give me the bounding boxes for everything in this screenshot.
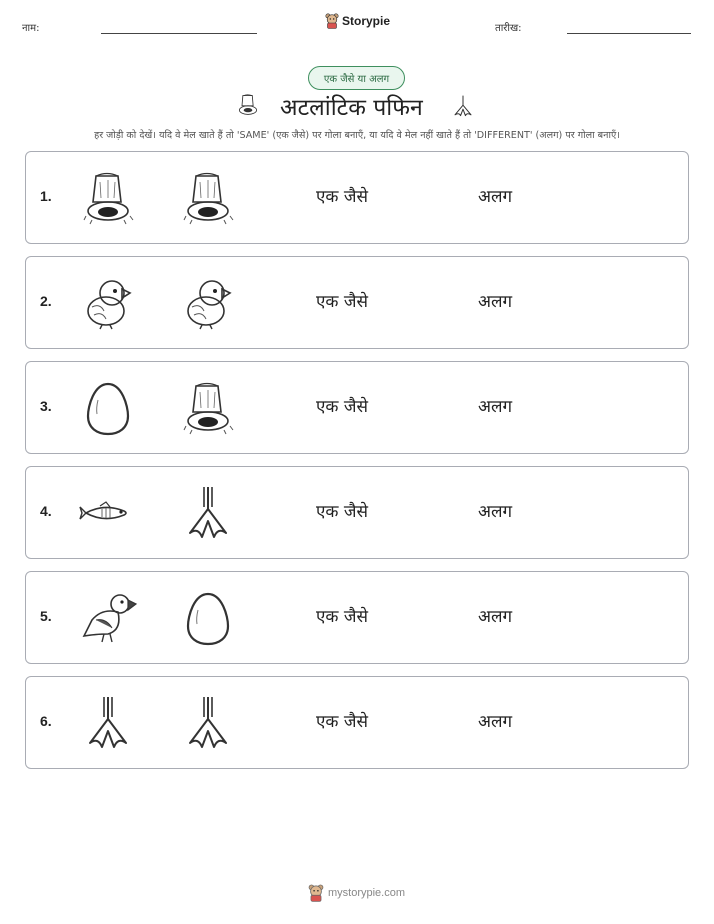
row-number: 5. — [40, 608, 52, 624]
same-option[interactable]: एक जैसे — [316, 187, 368, 207]
mascot-icon — [325, 13, 339, 29]
same-option[interactable]: एक जैसे — [316, 712, 368, 732]
different-option[interactable]: अलग — [478, 397, 513, 417]
date-label: तारीख: — [495, 23, 522, 34]
fish-icon — [78, 485, 138, 541]
webbed-foot-icon — [178, 695, 238, 751]
egg-icon — [78, 380, 138, 436]
puffin-chick-icon — [178, 275, 238, 331]
same-option[interactable]: एक जैसे — [316, 292, 368, 312]
row-1 — [25, 151, 689, 244]
row-4 — [25, 466, 689, 559]
puffin-chick-icon — [78, 275, 138, 331]
row-number: 2. — [40, 293, 52, 309]
topic-badge: एक जैसे या अलग — [308, 66, 405, 90]
instructions: हर जोड़ी को देखें। यदि वे मेल खाते हैं तो 'SAME' (एक जैसे) पर गोला बनाएँ, या यदि वे मेल नहीं खाते हैं तो 'DIFFERENT' (अलग) पर गोला बनाएँ। — [94, 130, 620, 141]
webbed-foot-icon — [78, 695, 138, 751]
webbed-foot-icon — [451, 92, 475, 120]
row-6 — [25, 676, 689, 769]
brand-logo — [325, 13, 390, 29]
different-option[interactable]: अलग — [478, 607, 513, 627]
burrow-icon — [178, 170, 238, 226]
row-number: 4. — [40, 503, 52, 519]
footer — [308, 884, 405, 902]
brand-name: Storypie — [342, 14, 391, 28]
different-option[interactable]: अलग — [478, 712, 513, 732]
mascot-icon — [308, 884, 324, 902]
footer-site: mystorypie.com — [328, 887, 406, 899]
row-5 — [25, 571, 689, 664]
different-option[interactable]: अलग — [478, 187, 513, 207]
row-3 — [25, 361, 689, 454]
row-2 — [25, 256, 689, 349]
same-option[interactable]: एक जैसे — [316, 607, 368, 627]
same-option[interactable]: एक जैसे — [316, 397, 368, 417]
row-number: 6. — [40, 713, 52, 729]
name-label: नाम: — [22, 23, 40, 34]
row-number: 1. — [40, 188, 52, 204]
worksheet-title: अटलांटिक पफिन — [280, 95, 423, 121]
burrow-icon — [78, 170, 138, 226]
row-number: 3. — [40, 398, 52, 414]
name-line[interactable] — [101, 33, 257, 34]
different-option[interactable]: अलग — [478, 292, 513, 312]
same-option[interactable]: एक जैसे — [316, 502, 368, 522]
puffin-icon — [78, 590, 138, 646]
different-option[interactable]: अलग — [478, 502, 513, 522]
burrow-icon — [235, 93, 261, 117]
egg-icon — [178, 590, 238, 646]
webbed-foot-icon — [178, 485, 238, 541]
date-line[interactable] — [567, 33, 691, 34]
burrow-icon — [178, 380, 238, 436]
